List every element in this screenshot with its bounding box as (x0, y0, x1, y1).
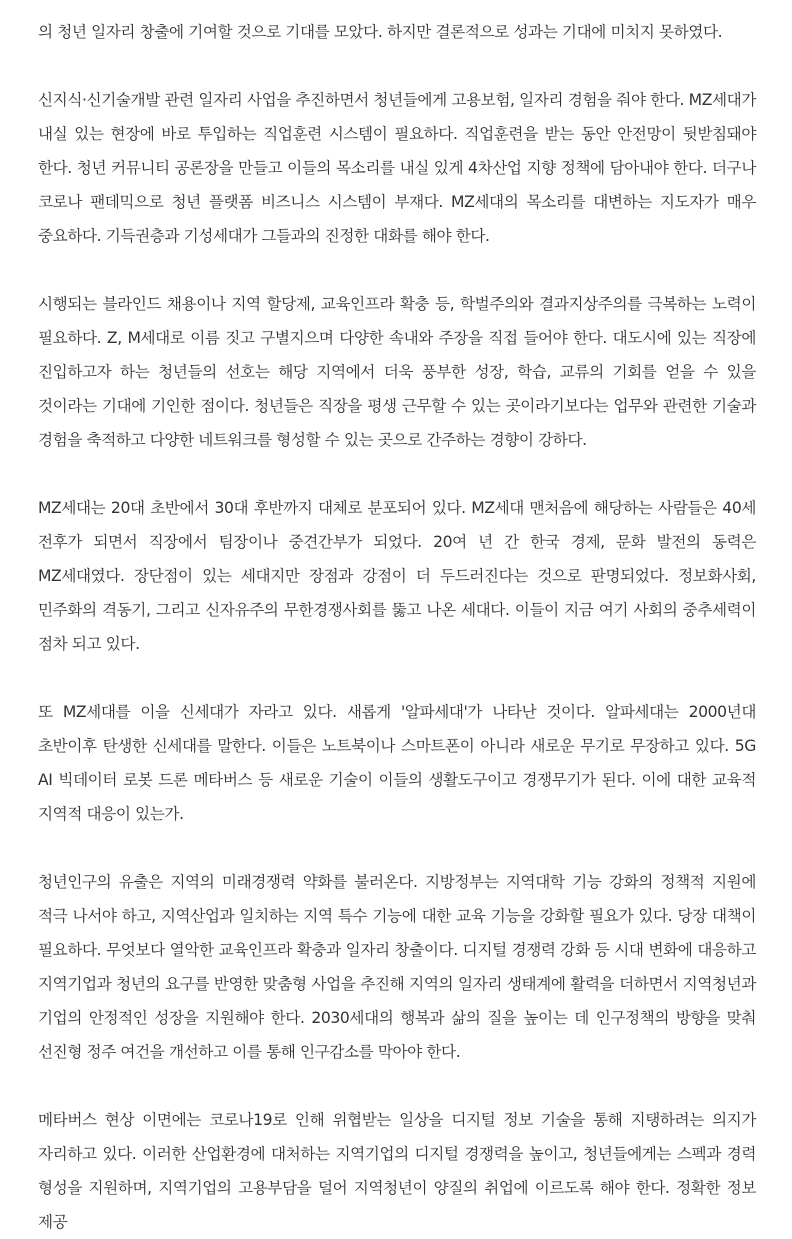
paragraph-7: 메타버스 현상 이면에는 코로나19로 인해 위협받는 일상을 디지털 정보 기술을 통해 지탱하려는 의지가 자리하고 있다. 이러한 산업환경에 대처하는 지역기업의 디지털 경쟁력을 높이고, 청년들에게는 스펙과 경력 형성을 지원하며, 지역기업의 고용부담을 덜어 지역청년이 양질의 취업에 이르도록 해야 한다. 정확한 정보 제공 (38, 1111, 756, 1231)
paragraph-3: 시행되는 블라인드 채용이나 지역 할당제, 교육인프라 확충 등, 학벌주의와 결과지상주의를 극복하는 노력이 필요하다. Z, M세대로 이름 짓고 구별지으며 다양한 속내와 주장을 직접 들어야 한다. 대도시에 있는 직장에 진입하고자 하는 청년들의 선호는 해당 지역에서 더욱 풍부한 성장, 학습, 교류의 기회를 얻을 수 있을 것이라는 기대에 기인한 점이다. 청년들은 직장을 평생 근무할 수 있는 곳이라기보다는 업무와 관련한 기술과 경험을 축적하고 다양한 네트워크를 형성할 수 있는 곳으로 간주하는 경향이 강하다. (38, 295, 756, 449)
paragraph-6: 청년인구의 유출은 지역의 미래경쟁력 약화를 불러온다. 지방정부는 지역대학 기능 강화의 정책적 지원에 적극 나서야 하고, 지역산업과 일치하는 지역 특수 기능에 대한 교육 기능을 강화할 필요가 있다. 당장 대책이 필요하다. 무엇보다 열악한 교육인프라 확충과 일자리 창출이다. 디지털 경쟁력 강화 등 시대 변화에 대응하고 지역기업과 청년의 요구를 반영한 맞춤형 사업을 추진해 지역의 일자리 생태계에 활력을 더하면서 지역청년과 기업의 안정적인 성장을 지원해야 한다. 2030세대의 행복과 삶의 질을 높이는 데 인구정책의 방향을 맞춰 선진형 정주 여건을 개선하고 이를 통해 인구감소를 막아야 한다. (38, 873, 756, 1061)
paragraph-5: 또 MZ세대를 이을 신세대가 자라고 있다. 새롭게 '알파세대'가 나타난 것이다. 알파세대는 2000년대 초반이후 탄생한 신세대를 말한다. 이들은 노트북이나 스마트폰이 아니라 새로운 무기로 무장하고 있다. 5G AI 빅데이터 로봇 드론 메타버스 등 새로운 기술이 이들의 생활도구이고 경쟁무기가 된다. 이에 대한 교육적 지역적 대응이 있는가. (38, 703, 756, 823)
paragraph-2: 신지식·신기술개발 관련 일자리 사업을 추진하면서 청년들에게 고용보험, 일자리 경험을 줘야 한다. MZ세대가 내실 있는 현장에 바로 투입하는 직업훈련 시스템이 필요하다. 직업훈련을 받는 동안 안전망이 뒷받침돼야 한다. 청년 커뮤니티 공론장을 만들고 이들의 목소리를 내실 있게 4차산업 지향 정책에 담아내야 한다. 더구나 코로나 팬데믹으로 청년 플랫폼 비즈니스 시스템이 부재다. MZ세대의 목소리를 대변하는 지도자가 매우 중요하다. 기득권층과 기성세대가 그들과의 진정한 대화를 해야 한다. (38, 91, 756, 245)
article-body (38, 0, 756, 1239)
paragraph-4: MZ세대는 20대 초반에서 30대 후반까지 대체로 분포되어 있다. MZ세대 맨처음에 해당하는 사람들은 40세 전후가 되면서 직장에서 팀장이나 중견간부가 되었다. 20여 년 간 한국 경제, 문화 발전의 동력은 MZ세대였다. 장단점이 있는 세대지만 장점과 강점이 더 두드러진다는 것으로 판명되었다. 정보화사회, 민주화의 격동기, 그리고 신자유주의 무한경쟁사회를 뚫고 나온 세대다. 이들이 지금 여기 사회의 중추세력이 점차 되고 있다. (38, 499, 756, 653)
paragraph-1: 의 청년 일자리 창출에 기여할 것으로 기대를 모았다. 하지만 결론적으로 성과는 기대에 미치지 못하였다. (38, 23, 723, 41)
